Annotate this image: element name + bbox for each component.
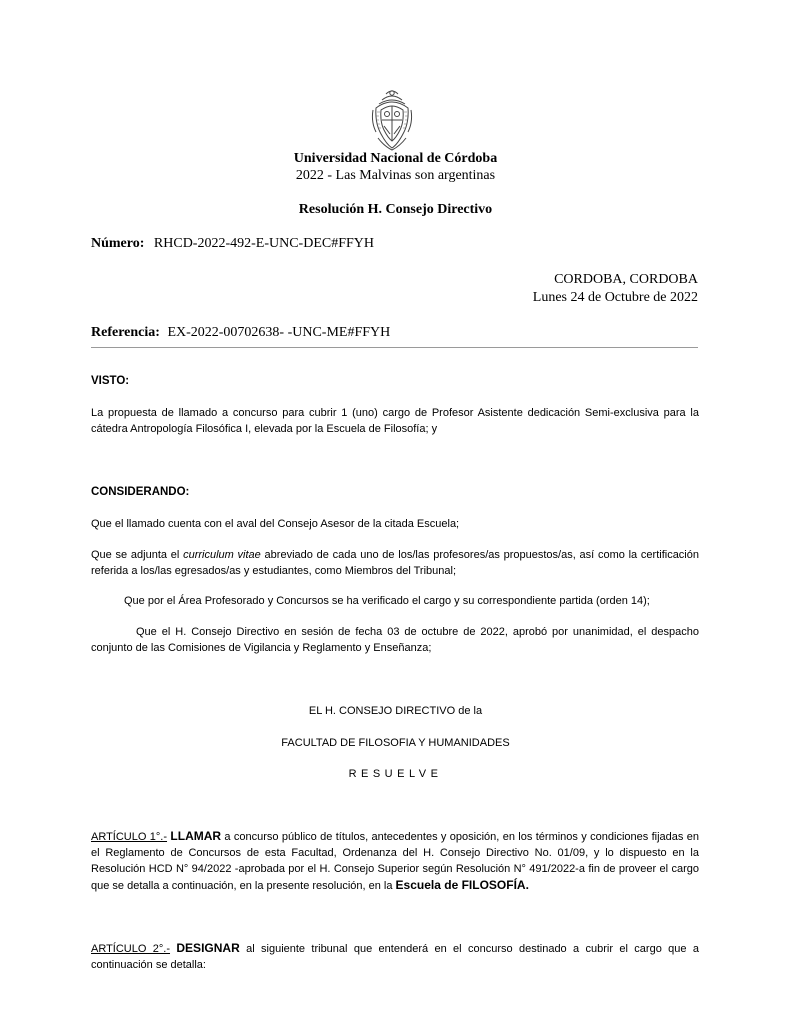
resolutive-line-1: EL H. CONSEJO DIRECTIVO de la <box>308 705 483 717</box>
university-name: Universidad Nacional de Córdoba <box>293 151 498 166</box>
divider <box>91 347 698 348</box>
articulo-1-verb: LLAMAR <box>170 829 222 843</box>
considerando-p2-italic: curriculum vitae <box>183 549 261 561</box>
referencia-value: EX-2022-00702638- -UNC-ME#FFYH <box>167 325 391 340</box>
date: Lunes 24 de Octubre de 2022 <box>532 290 698 305</box>
resuelve: RESUELVE <box>348 768 443 780</box>
referencia-line <box>91 325 390 341</box>
articulo-2-text: al siguiente tribunal que entenderá en el concurso destinado a cubrir el cargo que a continuación se detalla: <box>91 943 700 971</box>
motto: 2022 - Las Malvinas son argentinas <box>295 168 496 183</box>
considerando-p2-after: abreviado de cada uno de los/las profesores/as propuestos/as, así como la certificación referida a los/las egresados/as y estudiantes, como Miembros del Tribunal; <box>91 549 699 577</box>
considerando-p2-before: Que se adjunta el <box>91 549 184 561</box>
considerando-p4: Que el H. Consejo Directivo en sesión de fecha 03 de octubre de 2022, aprobó por unanimidad, el despacho conjunto de las Comisiones de Vigilancia y Reglamento y Enseñanza; <box>91 626 699 654</box>
considerando-heading: CONSIDERANDO: <box>91 486 190 498</box>
articulo-2 <box>91 940 699 973</box>
articulo-1-text: a concurso público de títulos, antecedentes y oposición, en los términos y condiciones fijadas en el Reglamento de Concursos de esta Facultad, Ordenanza del H. Consejo Directivo No. 01/09, y lo dispuesto en la Resolución HCD N° 94/2022 -aprobada por el H. Consejo Superior según Resolución N° 491/2022-a fin de proveer el cargo que se detalla a continuación, en la presente resolución, en la <box>91 831 700 892</box>
visto-text: La propuesta de llamado a concurso para cubrir 1 (uno) cargo de Profesor Asistente dedicación Semi-exclusiva para la cátedra Antropología Filosófica I, elevada por la Escuela de Filosofía; y <box>91 407 699 435</box>
articulo-1-escuela: Escuela de FILOSOFÍA. <box>395 878 529 892</box>
numero-line <box>91 236 374 252</box>
articulo-2-verb: DESIGNAR <box>176 941 240 955</box>
numero-value: RHCD-2022-492-E-UNC-DEC#FFYH <box>153 236 375 251</box>
articulo-1 <box>91 828 699 894</box>
considerando-p3: Que por el Área Profesorado y Concursos se ha verificado el cargo y su correspondiente partida (orden 14); <box>124 595 650 607</box>
university-seal-icon <box>370 88 414 152</box>
numero-label: Número: <box>91 236 145 251</box>
referencia-label: Referencia: <box>91 325 160 340</box>
considerando-p1: Que el llamado cuenta con el aval del Consejo Asesor de la citada Escuela; <box>91 518 460 530</box>
articulo-1-label: ARTÍCULO 1°.- <box>91 831 168 843</box>
city: CORDOBA, CORDOBA <box>554 272 698 287</box>
articulo-2-label: ARTÍCULO 2°.- <box>91 943 171 955</box>
resolution-title: Resolución H. Consejo Directivo <box>298 202 493 217</box>
considerando-p2 <box>91 547 699 579</box>
visto-heading: VISTO: <box>91 375 130 387</box>
resolutive-line-2: FACULTAD DE FILOSOFIA Y HUMANIDADES <box>281 737 510 749</box>
